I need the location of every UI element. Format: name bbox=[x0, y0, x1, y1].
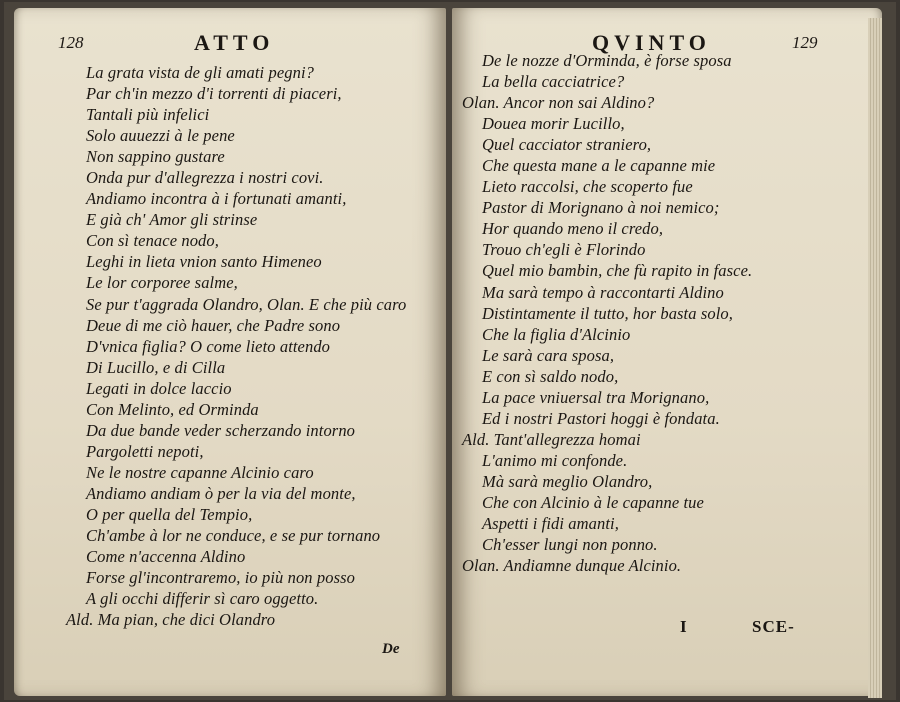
verse-line: Se pur t'aggrada Olandro, Olan. E che più caro bbox=[86, 294, 407, 314]
verse-line: E già ch' Amor gli strinse bbox=[86, 210, 258, 230]
verse-line: Con sì tenace nodo, bbox=[86, 231, 219, 251]
right-page bbox=[452, 8, 882, 696]
verse-line: Aspetti i fidi amanti, bbox=[482, 514, 619, 534]
verse-line: E con sì saldo nodo, bbox=[482, 366, 619, 386]
verse-line: Quel cacciator straniero, bbox=[482, 135, 652, 155]
verse-line: Lieto raccolsi, che scoperto fue bbox=[482, 177, 693, 197]
verse-line: Mà sarà meglio Olandro, bbox=[482, 471, 653, 491]
verse-line: Hor quando meno il credo, bbox=[482, 219, 664, 239]
verse-line: La pace vniuersal tra Morignano, bbox=[482, 387, 710, 407]
verse-line: D'vnica figlia? O come lieto attendo bbox=[86, 336, 331, 356]
open-book bbox=[4, 2, 896, 700]
catchword: SCE- bbox=[752, 617, 795, 636]
left-page bbox=[14, 8, 446, 696]
speaker-line: Olan. Andiamne dunque Alcinio. bbox=[462, 556, 682, 576]
verse-line: Con Melinto, ed Orminda bbox=[86, 399, 259, 419]
page-edges bbox=[868, 18, 882, 698]
verse-line: Che la figlia d'Alcinio bbox=[482, 324, 631, 344]
verse-line: Che con Alcinio à le capanne tue bbox=[482, 492, 704, 512]
verse-line: Da due bande veder scherzando intorno bbox=[86, 420, 356, 440]
verse-line: Par ch'in mezzo d'i torrenti di piaceri, bbox=[86, 84, 342, 104]
verse-line: Solo auuezzi à le pene bbox=[86, 126, 235, 146]
verse-line: Come n'accenna Aldino bbox=[86, 547, 246, 567]
verse-line: Le sarà cara sposa, bbox=[482, 345, 615, 365]
verse-line: Andiamo andiam ò per la via del monte, bbox=[86, 483, 356, 503]
verse-line: La grata vista de gli amati pegni? bbox=[86, 63, 314, 82]
verse-line: Legati in dolce laccio bbox=[86, 378, 232, 398]
verse-line: Che questa mane a le capanne mie bbox=[482, 156, 716, 176]
speaker-line: Ald. Tant'allegrezza homai bbox=[462, 429, 641, 449]
page-number: 128 bbox=[58, 33, 84, 52]
verse-line: Forse gl'incontraremo, io più non posso bbox=[86, 568, 355, 588]
speaker-line: Ald. Ma pian, che dici Olandro bbox=[66, 610, 276, 630]
verse-line: Distintamente il tutto, hor basta solo, bbox=[482, 303, 733, 323]
verse-line: Di Lucillo, e di Cilla bbox=[86, 357, 226, 377]
verse-line: Andiamo incontra à i fortunati amanti, bbox=[86, 189, 347, 209]
verse-line: Deue di me ciò hauer, che Padre sono bbox=[86, 315, 341, 335]
verse-line: Leghi in lieta vnion santo Himeneo bbox=[86, 252, 322, 272]
verse-line: Trouo ch'egli è Florindo bbox=[482, 240, 646, 260]
verse-line: L'animo mi confonde. bbox=[482, 450, 628, 470]
verse-line: Tantali più infelici bbox=[86, 105, 210, 125]
verse-line: La bella cacciatrice? bbox=[482, 72, 625, 92]
verse-line: Ed i nostri Pastori hoggi è fondata. bbox=[482, 408, 720, 428]
text-column bbox=[462, 50, 753, 576]
text-column bbox=[66, 62, 407, 630]
verse-line: Doueа morir Lucillo, bbox=[482, 114, 625, 134]
verse-line: Onda pur d'allegrezza i nostri covi. bbox=[86, 168, 324, 188]
verse-line: A gli occhi differir sì caro oggetto. bbox=[86, 589, 319, 609]
signature-mark: I bbox=[680, 617, 688, 636]
verse-line: Le lor corporee salme, bbox=[86, 273, 238, 293]
verse-line: Ch'esser lungi non ponno. bbox=[482, 535, 658, 555]
running-head: ATTO bbox=[194, 30, 275, 55]
page-number: 129 bbox=[792, 33, 818, 52]
verse-line: Ma sarà tempo à raccontarti Aldino bbox=[482, 282, 724, 302]
verse-line: Ne le nostre capanne Alcinio caro bbox=[86, 462, 314, 482]
verse-line: Pargoletti nepoti, bbox=[86, 441, 204, 461]
speaker-line: Olan. Ancor non sai Aldino? bbox=[462, 93, 655, 113]
verse-line: De le nozze d'Orminda, è forse sposa bbox=[482, 51, 732, 70]
verse-line: Pastor di Morignano à noi nemico; bbox=[482, 198, 720, 218]
catchword: De bbox=[382, 641, 400, 657]
verse-line: Non sappino gustare bbox=[86, 147, 225, 167]
verse-line: Quel mio bambin, che fù rapito in fasce. bbox=[482, 261, 753, 281]
verse-line: O per quella del Tempio, bbox=[86, 504, 253, 524]
running-head: QVINTO bbox=[592, 30, 711, 55]
verse-line: Ch'ambe à lor ne conduce, e se pur tornano bbox=[86, 526, 381, 546]
